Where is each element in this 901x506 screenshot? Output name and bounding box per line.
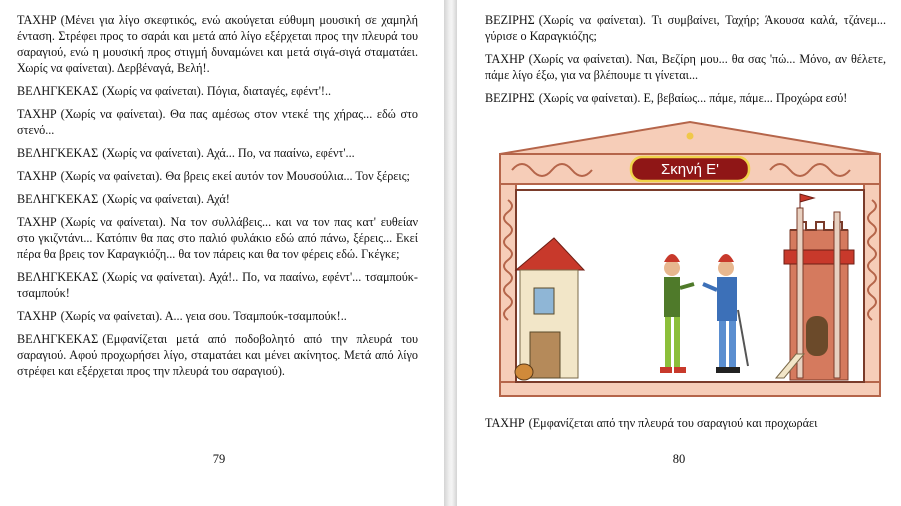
dialogue-text: (Εμφανίζεται μετά από ποδοβολητό από την πλευρά του σαραγιού. Αφού προχωρήσει λίγο, σταματάει και μένει ακίνητος. Μετά από λίγο στρέφει και εξέρχεται προς την πλευρά του σαραγιού). bbox=[17, 332, 418, 378]
dialogue-text: (Χωρίς να φαίνεται). Τι συμβαίνει, Ταχήρ; Άκουσα καλά, τζάνεμ... γύρισε ο Καραγκιόζης; bbox=[485, 13, 886, 43]
dialogue-paragraph bbox=[485, 90, 886, 106]
speaker-name: ΒΕΛΗΓΚΕΚΑΣ bbox=[17, 332, 99, 346]
shadow-theater-stage-illustration bbox=[494, 120, 886, 402]
dialogue-text: (Χωρίς να φαίνεται). Θα βρεις εκεί αυτόν τον Μουσούλια... Τον ξέρεις; bbox=[60, 169, 410, 183]
speaker-name: ΤΑΧΗΡ bbox=[17, 309, 57, 323]
page-number: 79 bbox=[212, 452, 226, 466]
speaker-name: ΒΕΛΗΓΚΕΚΑΣ bbox=[17, 192, 99, 206]
dialogue-paragraph bbox=[17, 331, 418, 379]
speaker-name: ΤΑΧΗΡ bbox=[17, 107, 57, 121]
dialogue-paragraph bbox=[485, 51, 886, 83]
book-gutter bbox=[444, 0, 457, 506]
dialogue-text: (Χωρίς να φαίνεται). Αχά! bbox=[102, 192, 230, 206]
left-column bbox=[500, 184, 516, 394]
page-number: 80 bbox=[672, 452, 686, 466]
speaker-name: ΤΑΧΗΡ bbox=[17, 169, 57, 183]
dialogue-paragraph bbox=[17, 12, 418, 76]
dialogue-paragraph bbox=[485, 12, 886, 44]
speaker-name: ΤΑΧΗΡ bbox=[17, 215, 57, 229]
dialogue-paragraph bbox=[17, 308, 418, 324]
dialogue-paragraph bbox=[17, 191, 418, 207]
speaker-name: ΒΕΛΗΓΚΕΚΑΣ bbox=[17, 146, 99, 160]
dialogue-text: (Χωρίς να φαίνεται). Αχά!.. Πο, να πααίνω, εφέντ'... τσαμπούκ-τσαμπούκ! bbox=[17, 270, 418, 300]
dialogue-paragraph bbox=[17, 106, 418, 138]
dialogue-text: (Χωρίς να φαίνεται). Ε, βεβαίως... πάμε, πάμε... Προχώρα εσύ! bbox=[538, 91, 848, 105]
dialogue-paragraph-continuation bbox=[485, 415, 895, 431]
dialogue-text: (Εμφανίζεται από την πλευρά του σαραγιού και προχωράει bbox=[528, 416, 818, 430]
dialogue-text: (Χωρίς να φαίνεται). Να τον συλλάβεις... και να τον πας κατ' ευθείαν στο γκιζντάνι... Κατόπιν θα πας στο παλιό φυλάκιο εδώ από πάνω, ξέρεις... Εκεί πέρα θα βρεις τον Καραγκιόζη... θα τον πάρεις και θα τον φέρεις εδώ. Γκέγκε; bbox=[17, 215, 418, 261]
left-page-text bbox=[17, 12, 418, 386]
left-page bbox=[0, 0, 444, 506]
dialogue-text: (Χωρίς να φαίνεται). Θα πας αμέσως στον ντεκέ της χήρας... εδώ στο στενό... bbox=[17, 107, 418, 137]
speaker-name: ΤΑΧΗΡ bbox=[485, 416, 525, 430]
dialogue-paragraph bbox=[17, 214, 418, 262]
dialogue-text: (Χωρίς να φαίνεται). Πόγια, διαταγές, εφέντ'!.. bbox=[102, 84, 332, 98]
speaker-name: ΤΑΧΗΡ bbox=[17, 13, 57, 27]
speaker-name: ΒΕΛΗΓΚΕΚΑΣ bbox=[17, 270, 99, 284]
right-page-text bbox=[485, 12, 886, 113]
speaker-name: ΒΕΖΙΡΗΣ bbox=[485, 91, 535, 105]
dialogue-text: (Χωρίς να φαίνεται). Α... γεια σου. Τσαμπούκ-τσαμπούκ!.. bbox=[60, 309, 347, 323]
scene-title: Σκηνή Ε' bbox=[661, 161, 719, 178]
dialogue-text: (Χωρίς να φαίνεται). Ναι, Βεζίρη μου... θα σας 'πώ... Μόνο, αν θέλετε, πάμε λίγο έξω, για να βλέπουμε τι γίνεται... bbox=[485, 52, 886, 82]
dialogue-paragraph bbox=[17, 83, 418, 99]
dialogue-paragraph bbox=[17, 168, 418, 184]
speaker-name: ΒΕΖΙΡΗΣ bbox=[485, 13, 535, 27]
right-column bbox=[864, 184, 880, 394]
pediment-ornament bbox=[687, 133, 694, 140]
dialogue-text: (Χωρίς να φαίνεται). Αχά... Πο, να πααίνω, εφέντ'... bbox=[102, 146, 355, 160]
right-page bbox=[457, 0, 901, 506]
dialogue-paragraph bbox=[17, 145, 418, 161]
stage-bottom-sill bbox=[500, 382, 880, 396]
dialogue-text: (Μένει για λίγο σκεφτικός, ενώ ακούγεται εύθυμη μουσική σε χαμηλή ένταση. Στρέφει προς το σαράι και μετά από λίγο εξέρχεται προς την πλευρά του σαραγιού, ενώ η μουσική προς στιγμή δυναμώνει και μετά σιγά-σιγά σταματάει. Χωρίς να φαίνεται). Δερβέναγά, Βελή!. bbox=[17, 13, 418, 75]
dialogue-paragraph bbox=[17, 269, 418, 301]
speaker-name: ΤΑΧΗΡ bbox=[485, 52, 525, 66]
speaker-name: ΒΕΛΗΓΚΕΚΑΣ bbox=[17, 84, 99, 98]
